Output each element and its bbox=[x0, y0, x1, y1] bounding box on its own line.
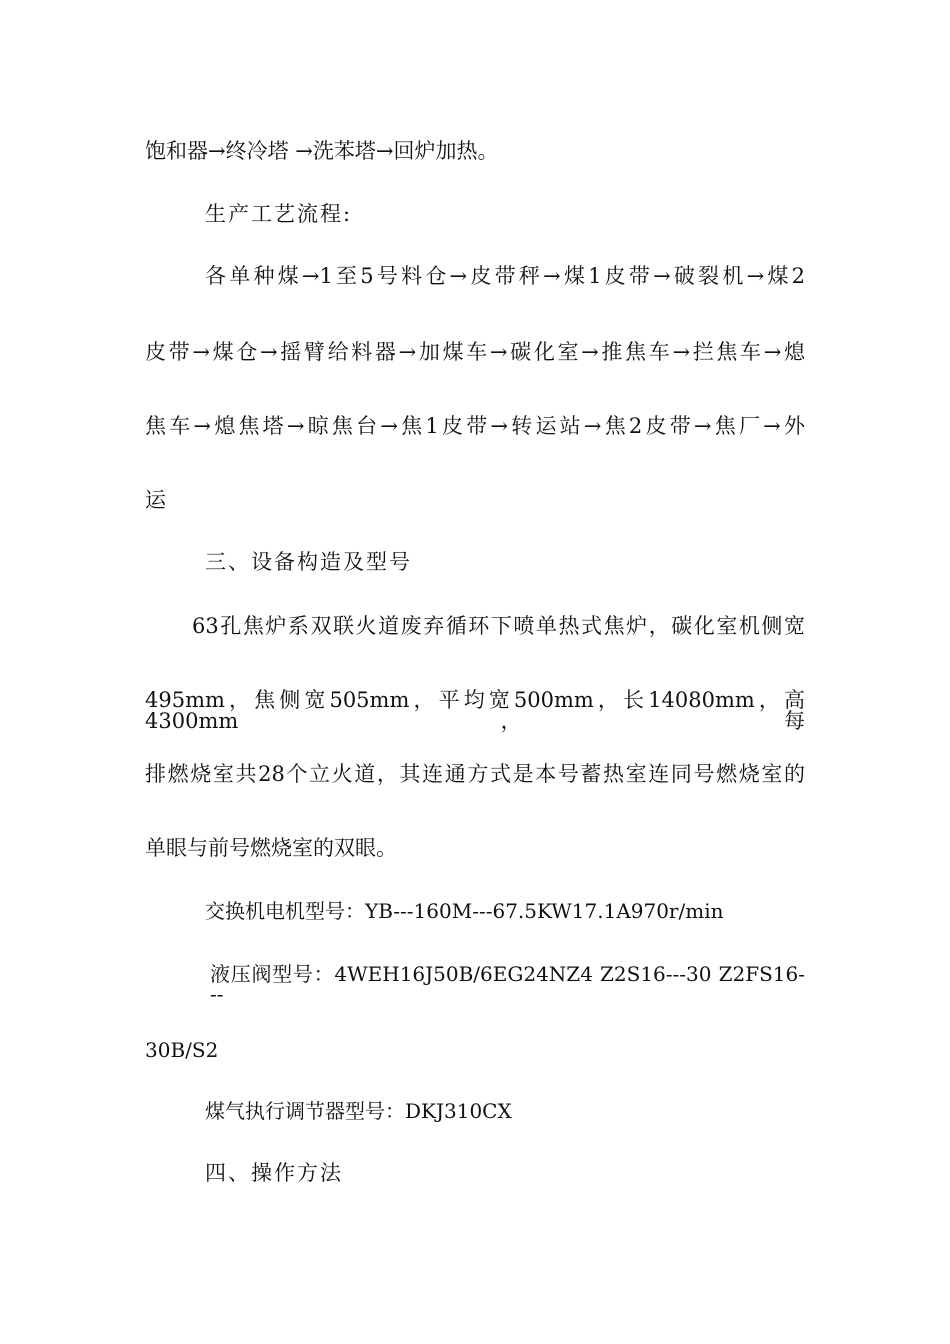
text-line-3: 各单种煤→1至5号料仓→皮带秤→煤1皮带→破裂机→煤2 bbox=[205, 264, 805, 288]
text-line-5: 焦车→熄焦塔→晾焦台→焦1皮带→转运站→焦2皮带→焦厂→外 bbox=[145, 414, 805, 438]
text-line-10: 排燃烧室共28个立火道，其连通方式是本号蓄热室连同号燃烧室的 bbox=[145, 762, 805, 786]
text-line-11: 单眼与前号燃烧室的双眼。 bbox=[145, 836, 397, 860]
text-line-8: 63孔焦炉系双联火道废弃循环下喷单热式焦炉，碳化室机侧宽 bbox=[192, 614, 805, 638]
text-line-6: 运 bbox=[145, 488, 166, 512]
section-title-operation: 四、操作方法 bbox=[205, 1161, 343, 1185]
text-line-9: 495mm，焦侧宽505mm，平均宽500mm，长14080mm，高4300mm，每 bbox=[145, 688, 805, 733]
text-line-15: 煤气执行调节器型号：DKJ310CX bbox=[205, 1099, 512, 1123]
text-line-12: 交换机电机型号：YB---160M---67.5KW17.1A970r/min bbox=[205, 899, 724, 923]
text-line-14: 30B/S2 bbox=[145, 1038, 219, 1062]
text-line-13: 液压阀型号：4WEH16J50B/6EG24NZ4 Z2S16---30 Z2FS16--- bbox=[210, 962, 805, 1006]
text-line-1: 饱和器→终冷塔 →洗苯塔→回炉加热。 bbox=[145, 139, 499, 163]
text-line-4: 皮带→煤仓→摇臂给料器→加煤车→碳化室→推焦车→拦焦车→熄 bbox=[145, 340, 805, 364]
section-title-process-flow: 生产工艺流程: bbox=[205, 202, 353, 226]
section-title-equipment: 三、设备构造及型号 bbox=[205, 550, 412, 574]
